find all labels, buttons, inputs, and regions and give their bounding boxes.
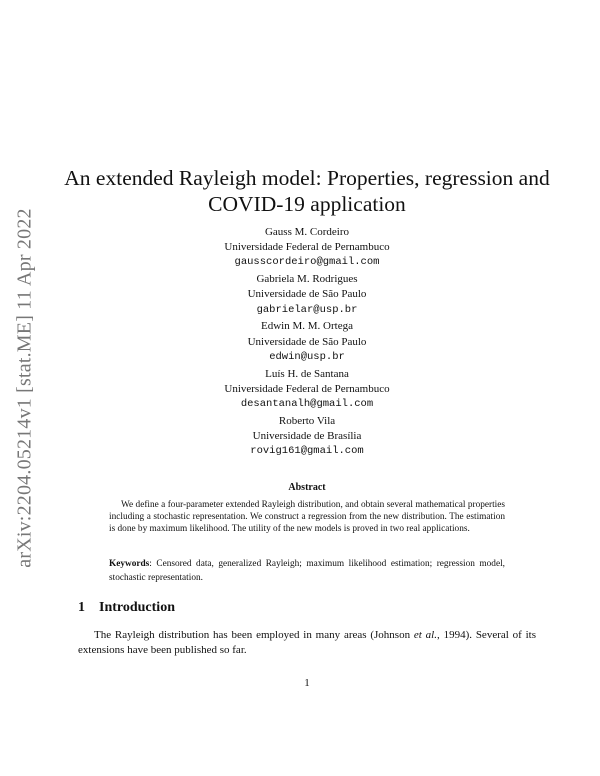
abstract-text: We define a four-parameter extended Rayleigh distribution, and obtain several mathematical properties including a stochastic representation. We construct a regression from the new distribution. The estimation is done by maximum likelihood. The utility of the new models is proved in two real applications. (109, 500, 505, 535)
paper-title: An extended Rayleigh model: Properties, regression and COVID-19 application (64, 166, 550, 216)
author-email[interactable]: desantanalh@gmail.com (240, 398, 374, 411)
intro-text-2: , 1994). Several of its extensions have been published so far. (78, 629, 537, 656)
keywords-text: : Censored data, generalized Rayleigh; maximum likelihood estimation; regression model, stochastic representation. (109, 559, 505, 583)
author-email[interactable]: edwin@usp.br (269, 350, 345, 363)
author-name: Gauss M. Cordeiro (264, 226, 350, 238)
abstract-heading: Abstract (288, 482, 326, 493)
page-number: 1 (304, 677, 310, 689)
author-block (60, 367, 554, 413)
author-email[interactable]: gausscordeiro@gmail.com (234, 256, 380, 269)
intro-etal: et al. (413, 629, 437, 641)
author-affiliation: Universidade de Brasília (252, 430, 362, 443)
author-name: Edwin M. M. Ortega (261, 320, 353, 333)
intro-text-1: The Rayleigh distribution has been employed in many areas (Johnson (94, 629, 414, 641)
author-affiliation: Universidade de São Paulo (247, 335, 367, 348)
intro-paragraph (78, 628, 536, 658)
author-block (60, 272, 554, 318)
section-title: Introduction (99, 600, 175, 615)
author-affiliation: Universidade de São Paulo (247, 288, 367, 301)
author-affiliation: Universidade Federal de Pernambuco (224, 382, 390, 395)
author-list (60, 225, 554, 461)
author-block (60, 225, 554, 271)
keywords-label: Keywords (109, 559, 150, 569)
author-block (60, 319, 554, 365)
author-name: Gabriela M. Rodrigues (256, 273, 358, 286)
author-name: Roberto Vila (278, 414, 336, 427)
author-affiliation: Universidade Federal de Pernambuco (224, 241, 390, 254)
keywords (109, 557, 505, 585)
arxiv-identifier-text: arXiv:2204.05214v1 [stat.ME] 11 Apr 2022 (13, 208, 36, 568)
author-block (60, 414, 554, 460)
author-name: Luís H. de Santana (265, 367, 349, 380)
section-heading (78, 600, 175, 616)
section-number: 1 (78, 600, 85, 615)
author-email[interactable]: rovig161@gmail.com (250, 445, 364, 458)
author-email[interactable]: gabrielar@usp.br (256, 303, 358, 316)
